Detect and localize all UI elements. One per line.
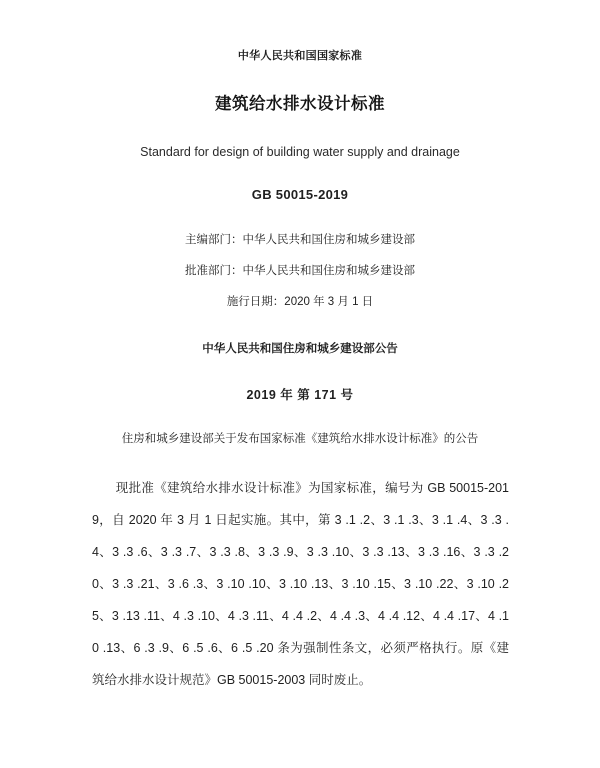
announcement-issuer-title: 中华人民共和国住房和城乡建设部公告 (202, 343, 398, 355)
announcement-subject: 住房和城乡建设部关于发布国家标准《建筑给水排水设计标准》的公告 (121, 433, 479, 445)
chief-editor-department: 主编部门：中华人民共和国住房和城乡建设部 (185, 234, 415, 246)
announcement-body-paragraph: 现批准《建筑给水排水设计标准》为国家标准，编号为 GB 50015-2019，自 2020 年 3 月 1 日起实施。其中，第 3 .1 .2、3 .1 .3、3 .1 .4、3 .3 .4、3 .3 .6、3 .3 .7、3 .3 .8、3 .3 .9、3 .3 .10、3 .3 .13、3 .3 .16、3 .3 .20、3 .3 .21、3 .6 .3、3 .10 .10、3 .10 .13、3 .10 .15、3 .10 .22、3 .10 .25、3 .13 .11、4 .3 .10、4 .3 .11、4 .4 .2、4 .4 .3、4 .4 .12、4 .4 .17、4 .10 .13、6 .3 .9、6 .5 .6、6 .5 .20 条为强制性条文，必须严格执行。原《建筑给水排水设计规范》GB 50015-2003 同时废止。 (92, 481, 509, 687)
national-standard-kicker: 中华人民共和国国家标准 (237, 50, 363, 62)
approval-department: 批准部门：中华人民共和国住房和城乡建设部 (185, 265, 415, 277)
standard-title-en: Standard for design of building water supply and drainage (140, 145, 460, 159)
standard-code: GB 50015-2019 (251, 187, 349, 202)
announcement-number: 2019 年 第 171 号 (246, 388, 354, 402)
effective-date: 施行日期：2020 年 3 月 1 日 (226, 296, 374, 308)
standard-title-zh: 建筑给水排水设计标准 (215, 95, 385, 113)
